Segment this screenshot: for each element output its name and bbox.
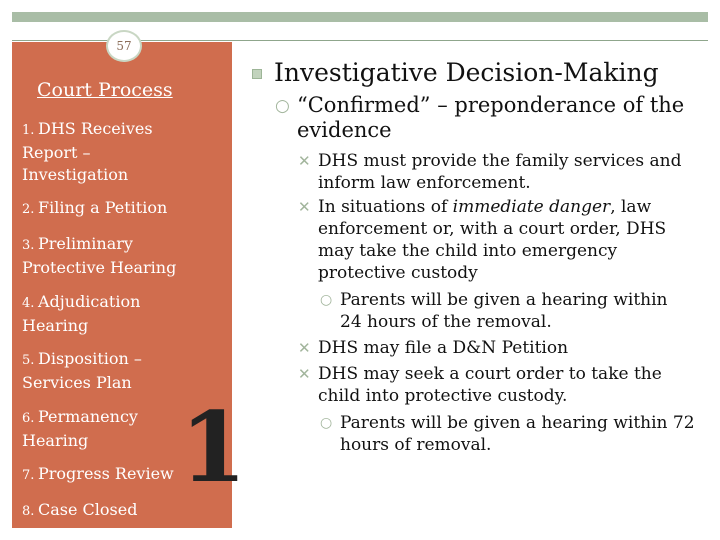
heading: Investigative Decision-Making <box>252 58 659 87</box>
point-item: ✕ DHS must provide the family services and inform law enforcement. <box>298 151 682 193</box>
sidebar-step: 4. Adjudication Hearing <box>22 292 141 335</box>
point-item: ✕ DHS may seek a court order to take the child into protective custody. <box>298 364 662 406</box>
subheading: ○ “Confirmed” – preponderance of the evidence <box>275 93 685 142</box>
sub-point-item: ○ Parents will be given a hearing within 24 hours of the removal. <box>320 290 668 332</box>
sidebar-step: 6. Permanency Hearing <box>22 407 138 450</box>
point-item: ✕ In situations of immediate danger, law enforcement or, with a court order, DHS may take the child into emergency protective custody <box>298 197 667 283</box>
sidebar-title: Court Process <box>37 79 173 101</box>
point-item: ✕ DHS may file a D&N Petition <box>298 338 569 358</box>
x-bullet-icon: ✕ <box>298 152 311 170</box>
small-ring-bullet-icon: ○ <box>320 415 333 431</box>
sidebar-step: 8. Case Closed <box>22 500 138 519</box>
sidebar-step: 7. Progress Review <box>22 464 174 483</box>
sidebar-step: 5. Disposition – Services Plan <box>22 349 142 392</box>
sidebar-step: 2. Filing a Petition <box>22 198 168 217</box>
x-bullet-icon: ✕ <box>298 365 311 383</box>
slide-number: 57 <box>106 30 142 62</box>
sidebar-step: 1. DHS Receives Report – Investigation <box>22 119 153 184</box>
square-bullet-icon <box>252 69 262 79</box>
ring-bullet-icon: ○ <box>275 96 290 116</box>
x-bullet-icon: ✕ <box>298 198 311 216</box>
small-ring-bullet-icon: ○ <box>320 292 333 308</box>
current-step-marker: 1 <box>180 391 247 504</box>
x-bullet-icon: ✕ <box>298 339 311 357</box>
sub-point-item: ○ Parents will be given a hearing within 72 hours of removal. <box>320 413 695 455</box>
sidebar-step: 3. Preliminary Protective Hearing <box>22 234 177 277</box>
